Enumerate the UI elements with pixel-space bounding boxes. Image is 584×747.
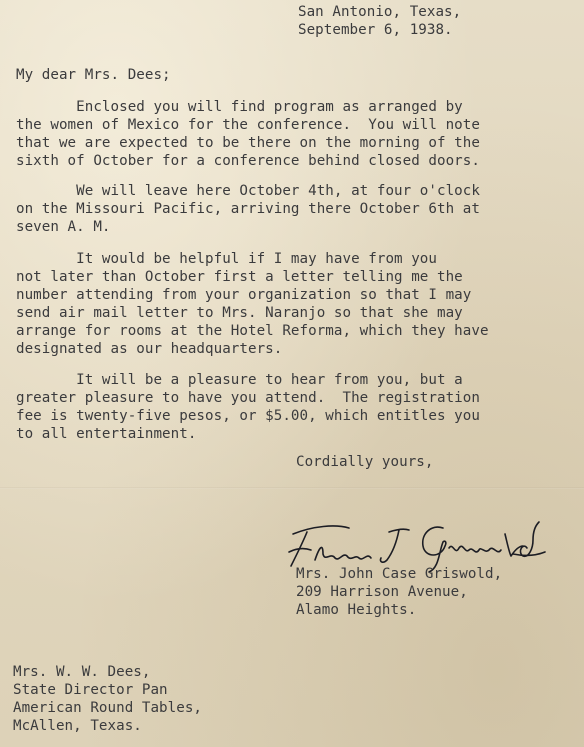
sender-line: Mrs. John Case Griswold, xyxy=(296,566,503,582)
letter-place: San Antonio, Texas, xyxy=(298,4,462,20)
sender-line: Alamo Heights. xyxy=(296,602,417,618)
paragraph-line: It will be a pleasure to hear from you, but a xyxy=(16,372,463,388)
paper-fold-line xyxy=(0,487,584,489)
sender-line: 209 Harrison Avenue, xyxy=(296,584,468,600)
recipient-line: American Round Tables, xyxy=(13,700,203,716)
paragraph-line: send air mail letter to Mrs. Naranjo so that she may xyxy=(16,305,463,321)
recipient-line: State Director Pan xyxy=(13,682,168,698)
paragraph-line: seven A. M. xyxy=(16,219,111,235)
signature-label: Florence I. Griswold xyxy=(283,512,294,513)
paragraph-line: designated as our headquarters. xyxy=(16,341,283,357)
recipient-line: Mrs. W. W. Dees, xyxy=(13,664,151,680)
paragraph-line: Enclosed you will find program as arranged by xyxy=(16,99,463,115)
paragraph-line: It would be helpful if I may have from you xyxy=(16,251,437,267)
paragraph-line: greater pleasure to have you attend. The registration xyxy=(16,390,480,406)
paragraph-line: on the Missouri Pacific, arriving there October 6th at xyxy=(16,201,480,217)
salutation: My dear Mrs. Dees; xyxy=(16,67,171,83)
paragraph-line: not later than October first a letter telling me the xyxy=(16,269,463,285)
paragraph-line: arrange for rooms at the Hotel Reforma, which they have xyxy=(16,323,489,339)
recipient-line: McAllen, Texas. xyxy=(13,718,142,734)
paragraph-line: the women of Mexico for the conference. You will note xyxy=(16,117,480,133)
paragraph-line: fee is twenty-five pesos, or $5.00, which entitles you xyxy=(16,408,480,424)
paragraph-line: to all entertainment. xyxy=(16,426,197,442)
letter-date: September 6, 1938. xyxy=(298,22,453,38)
paragraph-line: sixth of October for a conference behind closed doors. xyxy=(16,153,480,169)
paragraph-line: number attending from your organization so that I may xyxy=(16,287,472,303)
paragraph-line: that we are expected to be there on the morning of the xyxy=(16,135,480,151)
paragraph-line: We will leave here October 4th, at four o'clock xyxy=(16,183,480,199)
closing: Cordially yours, xyxy=(296,454,434,470)
